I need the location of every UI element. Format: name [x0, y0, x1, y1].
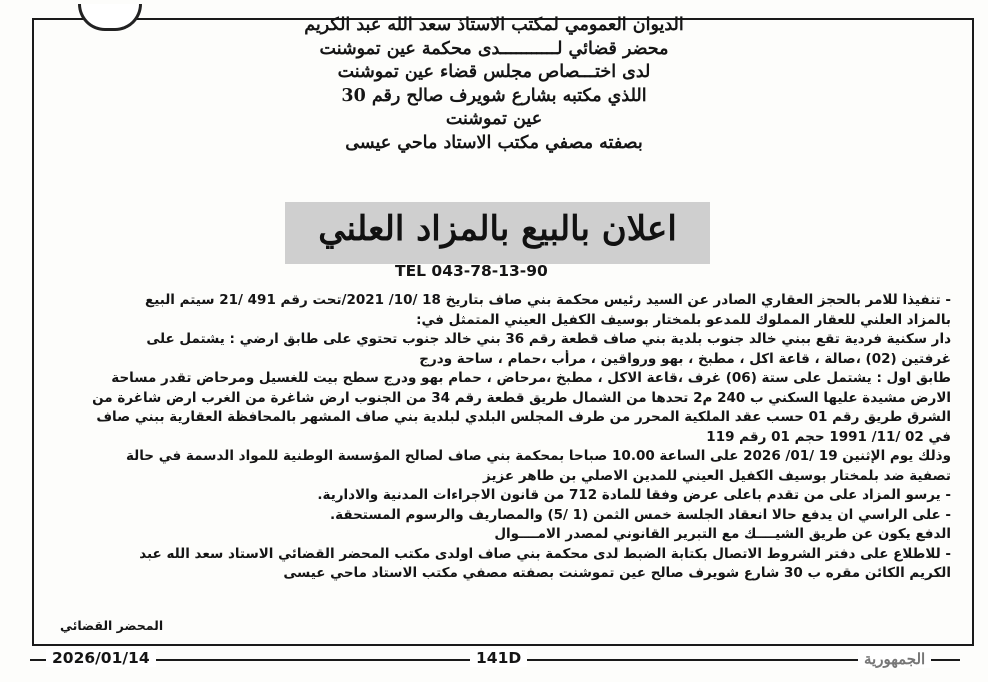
- body-line: بالمزاد العلني للعقار المملوك للمدعو بلمختار بوسيف الكفيل العيني المتمثل في:: [416, 311, 951, 328]
- body-line: دار سكنية فردية تقع ببني خالد جنوب بلدية بني صاف قطعة رقم 36 بني خالد جنوب تحتوي على طابق ارضي : يشتمل على: [146, 331, 951, 347]
- body-line: طابق اول : يشتمل على ستة (06) غرف ،قاعة الاكل ، مطبخ ،مرحاض ، حمام بهو ودرج سطح بيت للغسيل ومرحاض تقدر مساحة: [111, 370, 951, 386]
- announcement-title: اعلان بالبيع بالمزاد العلني: [318, 209, 677, 249]
- header-line: بصفته مصفي مكتب الاستاد ماحي عيسى: [345, 132, 643, 153]
- signature-label: المحضر القضائي: [60, 618, 164, 633]
- header-line: عين تموشنت: [445, 109, 543, 129]
- header-line: اللذي مكتبه بشارع شويرف صالح رقم 30: [341, 85, 647, 106]
- announcement-header: [60, 14, 928, 155]
- body-line: وذلك يوم الإثنين 19 /01/ 2026 على الساعة 10.00 صباحا بمحكمة بني صاف لصالح المؤسسة الوطنية للمواد الدسمة في حالة: [125, 448, 951, 464]
- body-line: تصفية ضد بلمختار بوسيف الكفيل العيني للمدين الاصلي بن طاهر عزيز: [483, 467, 951, 484]
- newspaper-masthead: الجمهورية: [858, 650, 931, 668]
- body-line: - على الراسي ان يدفع حالا انعقاد الجلسة خمس الثمن (1 /5) والمصاريف والرسوم المستحقة.: [330, 506, 951, 523]
- body-line: - تنفيذا للامر بالحجز العقاري الصادر عن السيد رئيس محكمة بني صاف بتاريخ 18 /10/ 2021/تحت رقم 491 /21 سيتم البيع: [144, 292, 951, 308]
- publication-date: 2026/01/14: [46, 649, 156, 667]
- header-line: لدى اختـــصاص مجلس قضاء عين تموشنت: [337, 62, 651, 82]
- body-line: - يرسو المزاد على من تقدم باعلى عرض وفقا للمادة 712 من قانون الاجراءات المدنية والادارية.: [317, 487, 951, 503]
- body-line: في 02 /11/ 1991 حجم 01 رقم 119: [706, 428, 951, 445]
- body-line: الارض مشيدة عليها السكني ب 240 م2 تحدها من الشمال طريق قطعة رقم 34 من الجنوب ارض شاغرة من الغرب ارض شاغرة من: [92, 389, 951, 406]
- body-line: الكريم الكائن مقره ب 30 شارع شويرف صالح عين تموشنت بصفته مصفي مكتب الاستاد ماحي عيسى: [283, 565, 951, 581]
- body-line: الشرق طريق رقم 01 حسب عقد الملكية المحرر من طرف المجلس البلدي لبلدية بني صاف المشهر بالمحافظة العقارية ببني صاف: [96, 409, 951, 425]
- telephone-number: TEL 043-78-13-90: [395, 262, 548, 280]
- header-line: محضر قضائي لـــــــــــدى محكمة عين تموشنت: [319, 38, 669, 59]
- header-line: الديوان العمومي لمكتب الاستاذ سعد الله عبد الكريم: [304, 15, 684, 35]
- body-line: - للاطلاع على دفتر الشروط الاتصال بكتابة الضبط لدى محكمة بني صاف اولدى مكتب المحضر القضائي الاستاد سعد الله عبد: [139, 545, 951, 562]
- announcement-body: [36, 291, 951, 584]
- body-line: غرفتين (02) ،صالة ، قاعة اكل ، مطبخ ، بهو ورواقين ، مرأب ،حمام ، ساحة ودرج: [419, 350, 951, 367]
- body-line: الدفع يكون عن طريق الشيــــك مع التبرير القانوني لمصدر الامــــوال: [494, 526, 951, 542]
- page-number: 141D: [470, 649, 527, 667]
